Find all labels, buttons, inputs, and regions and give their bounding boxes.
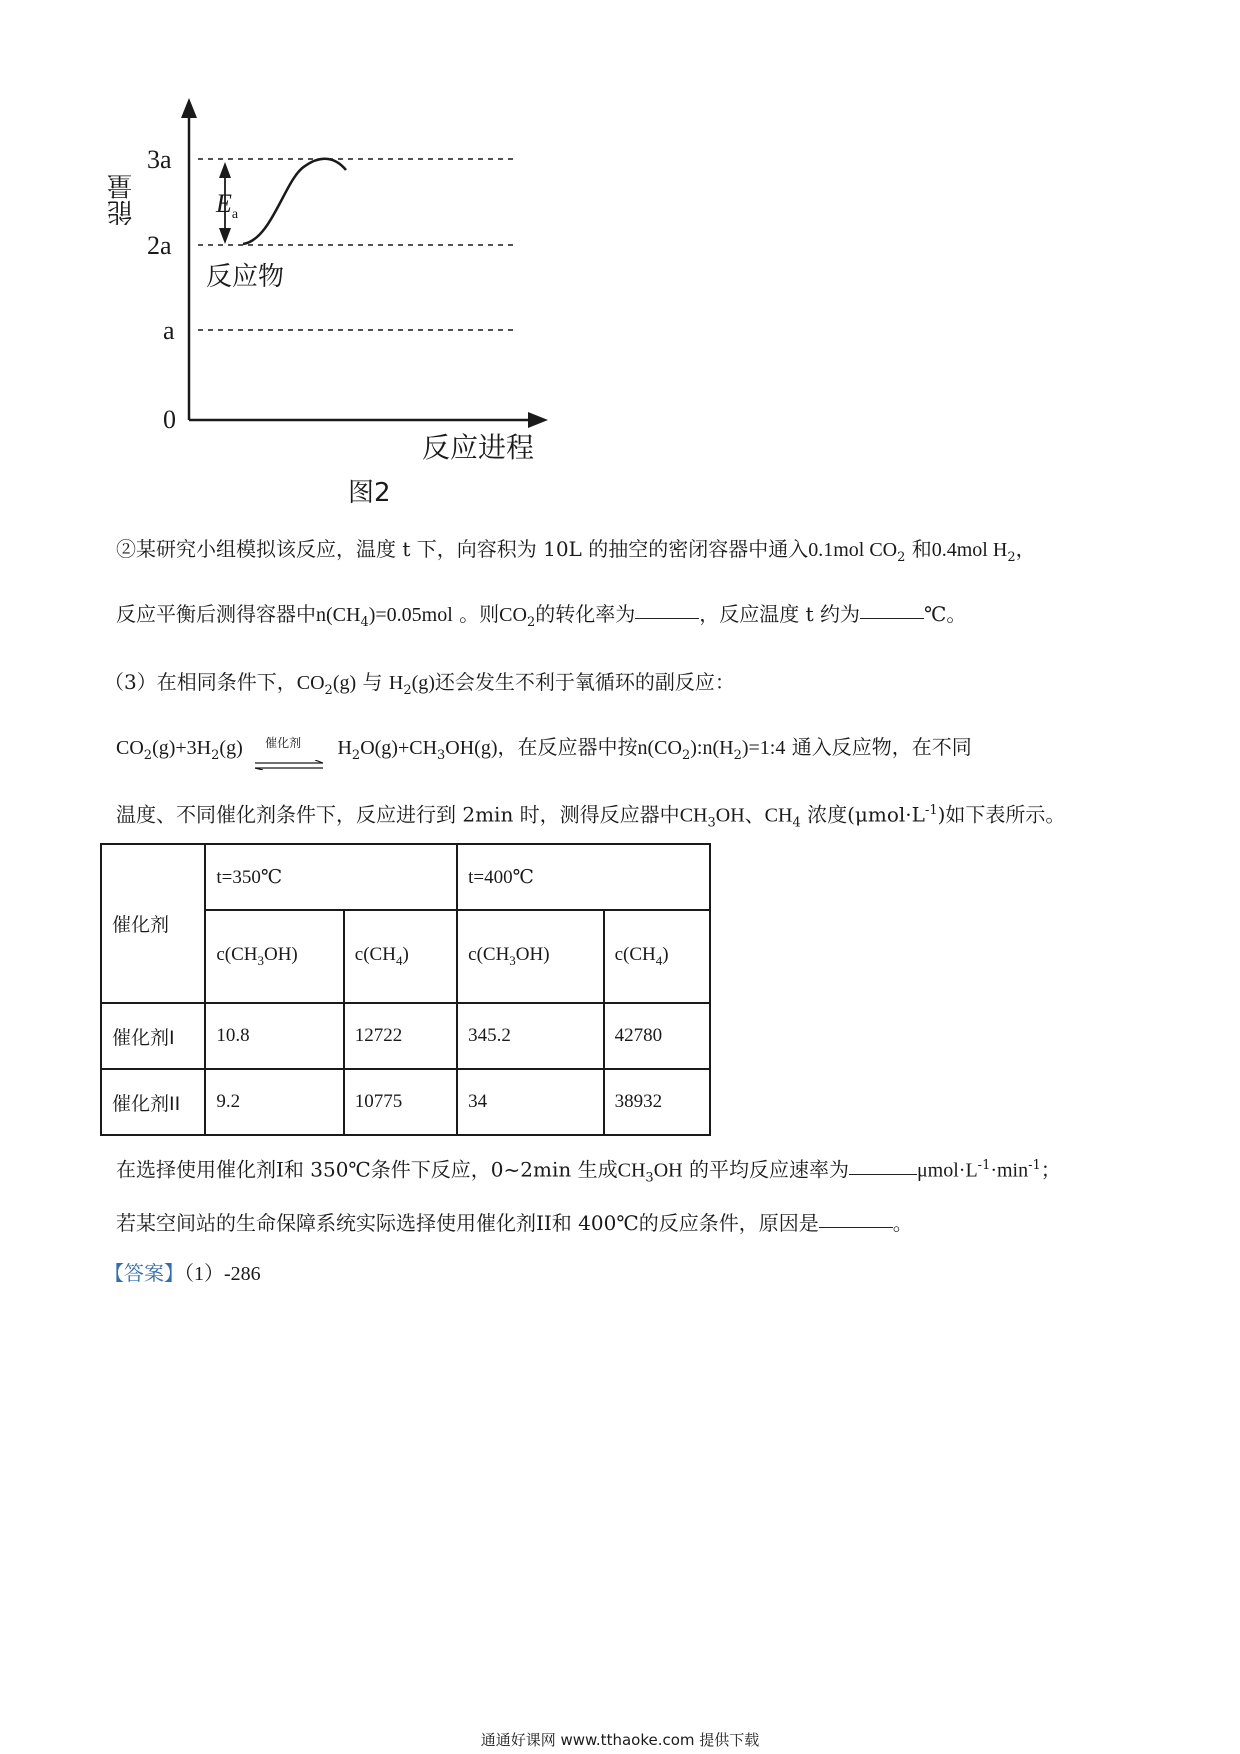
- q2-l1-co2: 0.1mol CO: [808, 539, 898, 561]
- eq-h2-sub: 2: [211, 748, 220, 763]
- y-tick-a: a: [163, 316, 175, 345]
- catalyst-header: 催化剂: [101, 844, 205, 1003]
- table-row: [101, 1069, 710, 1135]
- page-footer: 通通好课网 www.tthaoke.com 提供下载: [480, 1731, 760, 1749]
- eq-ratio-intro: ，在反应器中按: [497, 735, 638, 759]
- q3-l3-oh: OH: [715, 804, 745, 827]
- concentration-table: [100, 843, 711, 1136]
- q3-l1-h2-state: (g): [411, 672, 435, 694]
- eq-plus-ch3oh: O(g)+CH: [360, 737, 438, 759]
- col-ch3oh-400: [457, 910, 603, 1003]
- eq-n-co2: n(CO: [637, 737, 682, 759]
- q2-l2-co2-sub: 2: [526, 615, 536, 630]
- q3-l1-h2-sub: 2: [403, 683, 412, 698]
- q2-l1-co2-sub: 2: [897, 550, 906, 565]
- q2-l2-then: 。则: [459, 602, 500, 626]
- catalyst-label: 催化剂: [265, 735, 302, 750]
- rate-text: 的平均反应速率为: [688, 1157, 849, 1182]
- energy-diagram: [0, 0, 600, 520]
- eq-oh-state: OH(g): [445, 737, 498, 759]
- y-tick-2a: 2a: [147, 231, 172, 260]
- rate-question-text: 在选择使用催化剂I和 350℃条件下反应，0~2min 生成: [116, 1157, 618, 1182]
- row-catalyst: 催化剂II: [101, 1069, 205, 1135]
- cell-350-ch4: 12722: [344, 1003, 457, 1069]
- cell-400-ch3oh: 345.2: [457, 1003, 603, 1069]
- q3-line-1: [104, 667, 735, 706]
- q2-l2-conversion-text: 的转化率为: [535, 602, 636, 626]
- x-axis-label: 反应进程: [422, 431, 535, 464]
- col-ch4-400-a: c(CH: [614, 944, 656, 966]
- energy-curve: [243, 159, 346, 244]
- reactant-label: 反应物: [206, 262, 285, 292]
- eq-h2o-sub: 2: [351, 748, 361, 763]
- q2-l2-n-ch4-sub: 4: [360, 615, 369, 630]
- q3-l1-text: （3）在相同条件下，: [104, 670, 297, 694]
- q2-l2-n-ch4: n(CH: [316, 604, 361, 626]
- q3-l3-unit: 浓度(μmol·L: [807, 802, 925, 827]
- q3-l1-co2: CO: [296, 672, 325, 694]
- ea-label-text: E: [216, 189, 232, 218]
- q3-l3-ch3: CH: [679, 804, 708, 827]
- eq-co2: CO: [116, 737, 144, 759]
- row-catalyst: 催化剂I: [101, 1003, 205, 1069]
- reason-question-line: [116, 1208, 913, 1238]
- rate-ch3-sub: 3: [645, 1170, 654, 1186]
- answer-line: [104, 1258, 261, 1289]
- ea-label: [216, 189, 238, 223]
- ea-arrow-head-up: [219, 162, 231, 178]
- rate-blank[interactable]: [849, 1173, 917, 1175]
- temperature-blank[interactable]: [860, 617, 924, 619]
- q3-l1-co2-state: (g): [332, 672, 357, 694]
- col-ch3oh-400-a: c(CH: [468, 944, 510, 966]
- col-ch4-350-b: ): [402, 944, 409, 966]
- col-ch4-350-sub: 4: [395, 952, 403, 968]
- conversion-rate-blank[interactable]: [635, 617, 699, 619]
- table-row: [101, 1003, 710, 1069]
- q2-line-1: [116, 534, 1036, 573]
- q3-l1-h2: H: [388, 672, 404, 694]
- eq-plus-3h2: (g)+3H: [152, 737, 212, 759]
- col-ch3oh-350-b: OH): [263, 944, 298, 966]
- q2-l1-text: ②某研究小组模拟该反应，温度 t 下，向容积为 10L 的抽空的密闭容器中通入: [116, 537, 809, 561]
- y-axis-label: 能量: [107, 174, 137, 226]
- q2-l2-co2: CO: [499, 604, 527, 626]
- cell-350-ch3oh: 10.8: [205, 1003, 343, 1069]
- eq-n-h2: ):n(H: [690, 737, 734, 759]
- q3-equation-line: [116, 732, 972, 771]
- col-ch4-400-sub: 4: [655, 952, 663, 968]
- col-ch3oh-400-b: OH): [515, 944, 550, 966]
- q3-l3-ch4: CH: [764, 804, 793, 827]
- q2-l2-text: 反应平衡后测得容器中: [116, 602, 316, 626]
- rate-ch3: CH: [617, 1159, 646, 1182]
- y-axis-arrow: [181, 98, 197, 118]
- q3-l3-unit-sup: -1: [924, 803, 938, 818]
- catalyst-arrow: [249, 734, 331, 764]
- rate-oh: OH: [653, 1159, 683, 1182]
- q2-l2-n-ch4-value: )=0.05mol: [368, 604, 453, 626]
- rate-unit-b-sup: -1: [1028, 1158, 1041, 1173]
- reason-question-text: 若某空间站的生命保障系统实际选择使用催化剂II和 400℃的反应条件，原因是: [116, 1211, 819, 1235]
- cell-400-ch3oh: 34: [457, 1069, 603, 1135]
- q2-line-2: [116, 599, 966, 638]
- eq-ch3-sub: 3: [437, 748, 446, 763]
- q3-l3-sep: 、: [744, 802, 765, 827]
- q3-l3-ch3-sub: 3: [707, 815, 716, 831]
- q2-l1-and: 和: [911, 537, 932, 561]
- figure-caption: 图2: [348, 478, 391, 508]
- q3-l1-and: 与: [362, 670, 383, 694]
- rate-unit-a-sup: -1: [977, 1158, 991, 1173]
- eq-h2-state: (g): [219, 737, 243, 759]
- answer-text: （1）-286: [184, 1263, 261, 1285]
- ea-arrow-head-down: [219, 228, 231, 244]
- q3-l3-ch4-sub: 4: [792, 815, 801, 831]
- rate-unit-a: μmol·L: [916, 1159, 978, 1182]
- eq-h2o: H: [337, 737, 352, 759]
- cell-350-ch3oh: 9.2: [205, 1069, 343, 1135]
- eq-n-h2-sub: 2: [733, 748, 742, 763]
- q2-l2-temp-text: ，反应温度 t 约为: [699, 602, 860, 626]
- eq-ratio-tail: 通入反应物，在不同: [791, 735, 972, 759]
- col-ch3oh-400-sub: 3: [509, 952, 516, 968]
- reason-blank[interactable]: [819, 1226, 893, 1228]
- q2-l2-unit: ℃。: [924, 602, 967, 626]
- temp-350-header: t=350℃: [205, 844, 457, 910]
- col-ch4-350: [344, 910, 457, 1003]
- q2-l1-h2: 0.4mol H: [931, 539, 1008, 561]
- q2-l1-h2-sub: 2: [1007, 550, 1016, 565]
- reason-period: 。: [892, 1211, 913, 1235]
- reversible-arrow-icon: [253, 748, 325, 756]
- q3-l1-side-reaction-text: 还会发生不利于氧循环的副反应：: [434, 670, 735, 694]
- col-ch4-400-b: ): [662, 944, 669, 966]
- col-ch3oh-350: [205, 910, 343, 1003]
- col-ch3oh-350-a: c(CH: [216, 944, 258, 966]
- col-ch3oh-350-sub: 3: [257, 952, 264, 968]
- rate-question-line: [116, 1151, 1061, 1194]
- rate-semicolon: ；: [1040, 1157, 1061, 1182]
- col-ch4-400: [604, 910, 710, 1003]
- col-ch4-350-a: c(CH: [354, 944, 396, 966]
- q3-l3-tail: )如下表所示。: [937, 802, 1066, 827]
- q3-line-3: [116, 796, 1065, 839]
- eq-ratio-value: )=1:4: [741, 737, 786, 759]
- rate-unit-b: ·min: [990, 1159, 1029, 1182]
- ea-label-sub: a: [231, 207, 239, 223]
- q3-l3-text: 温度、不同催化剂条件下，反应进行到 2min 时，测得反应器中: [116, 802, 680, 827]
- cell-400-ch4: 38932: [604, 1069, 710, 1135]
- q3-l1-co2-sub: 2: [324, 683, 333, 698]
- table-header-row-1: [101, 844, 710, 910]
- cell-350-ch4: 10775: [344, 1069, 457, 1135]
- q2-l1-comma: ，: [1015, 537, 1036, 561]
- cell-400-ch4: 42780: [604, 1003, 710, 1069]
- y-tick-0: 0: [163, 405, 176, 434]
- answer-tag: 【答案】: [104, 1261, 184, 1285]
- eq-n-co2-sub: 2: [681, 748, 691, 763]
- y-tick-3a: 3a: [147, 145, 172, 174]
- temp-400-header: t=400℃: [457, 844, 710, 910]
- eq-co2-sub: 2: [143, 748, 153, 763]
